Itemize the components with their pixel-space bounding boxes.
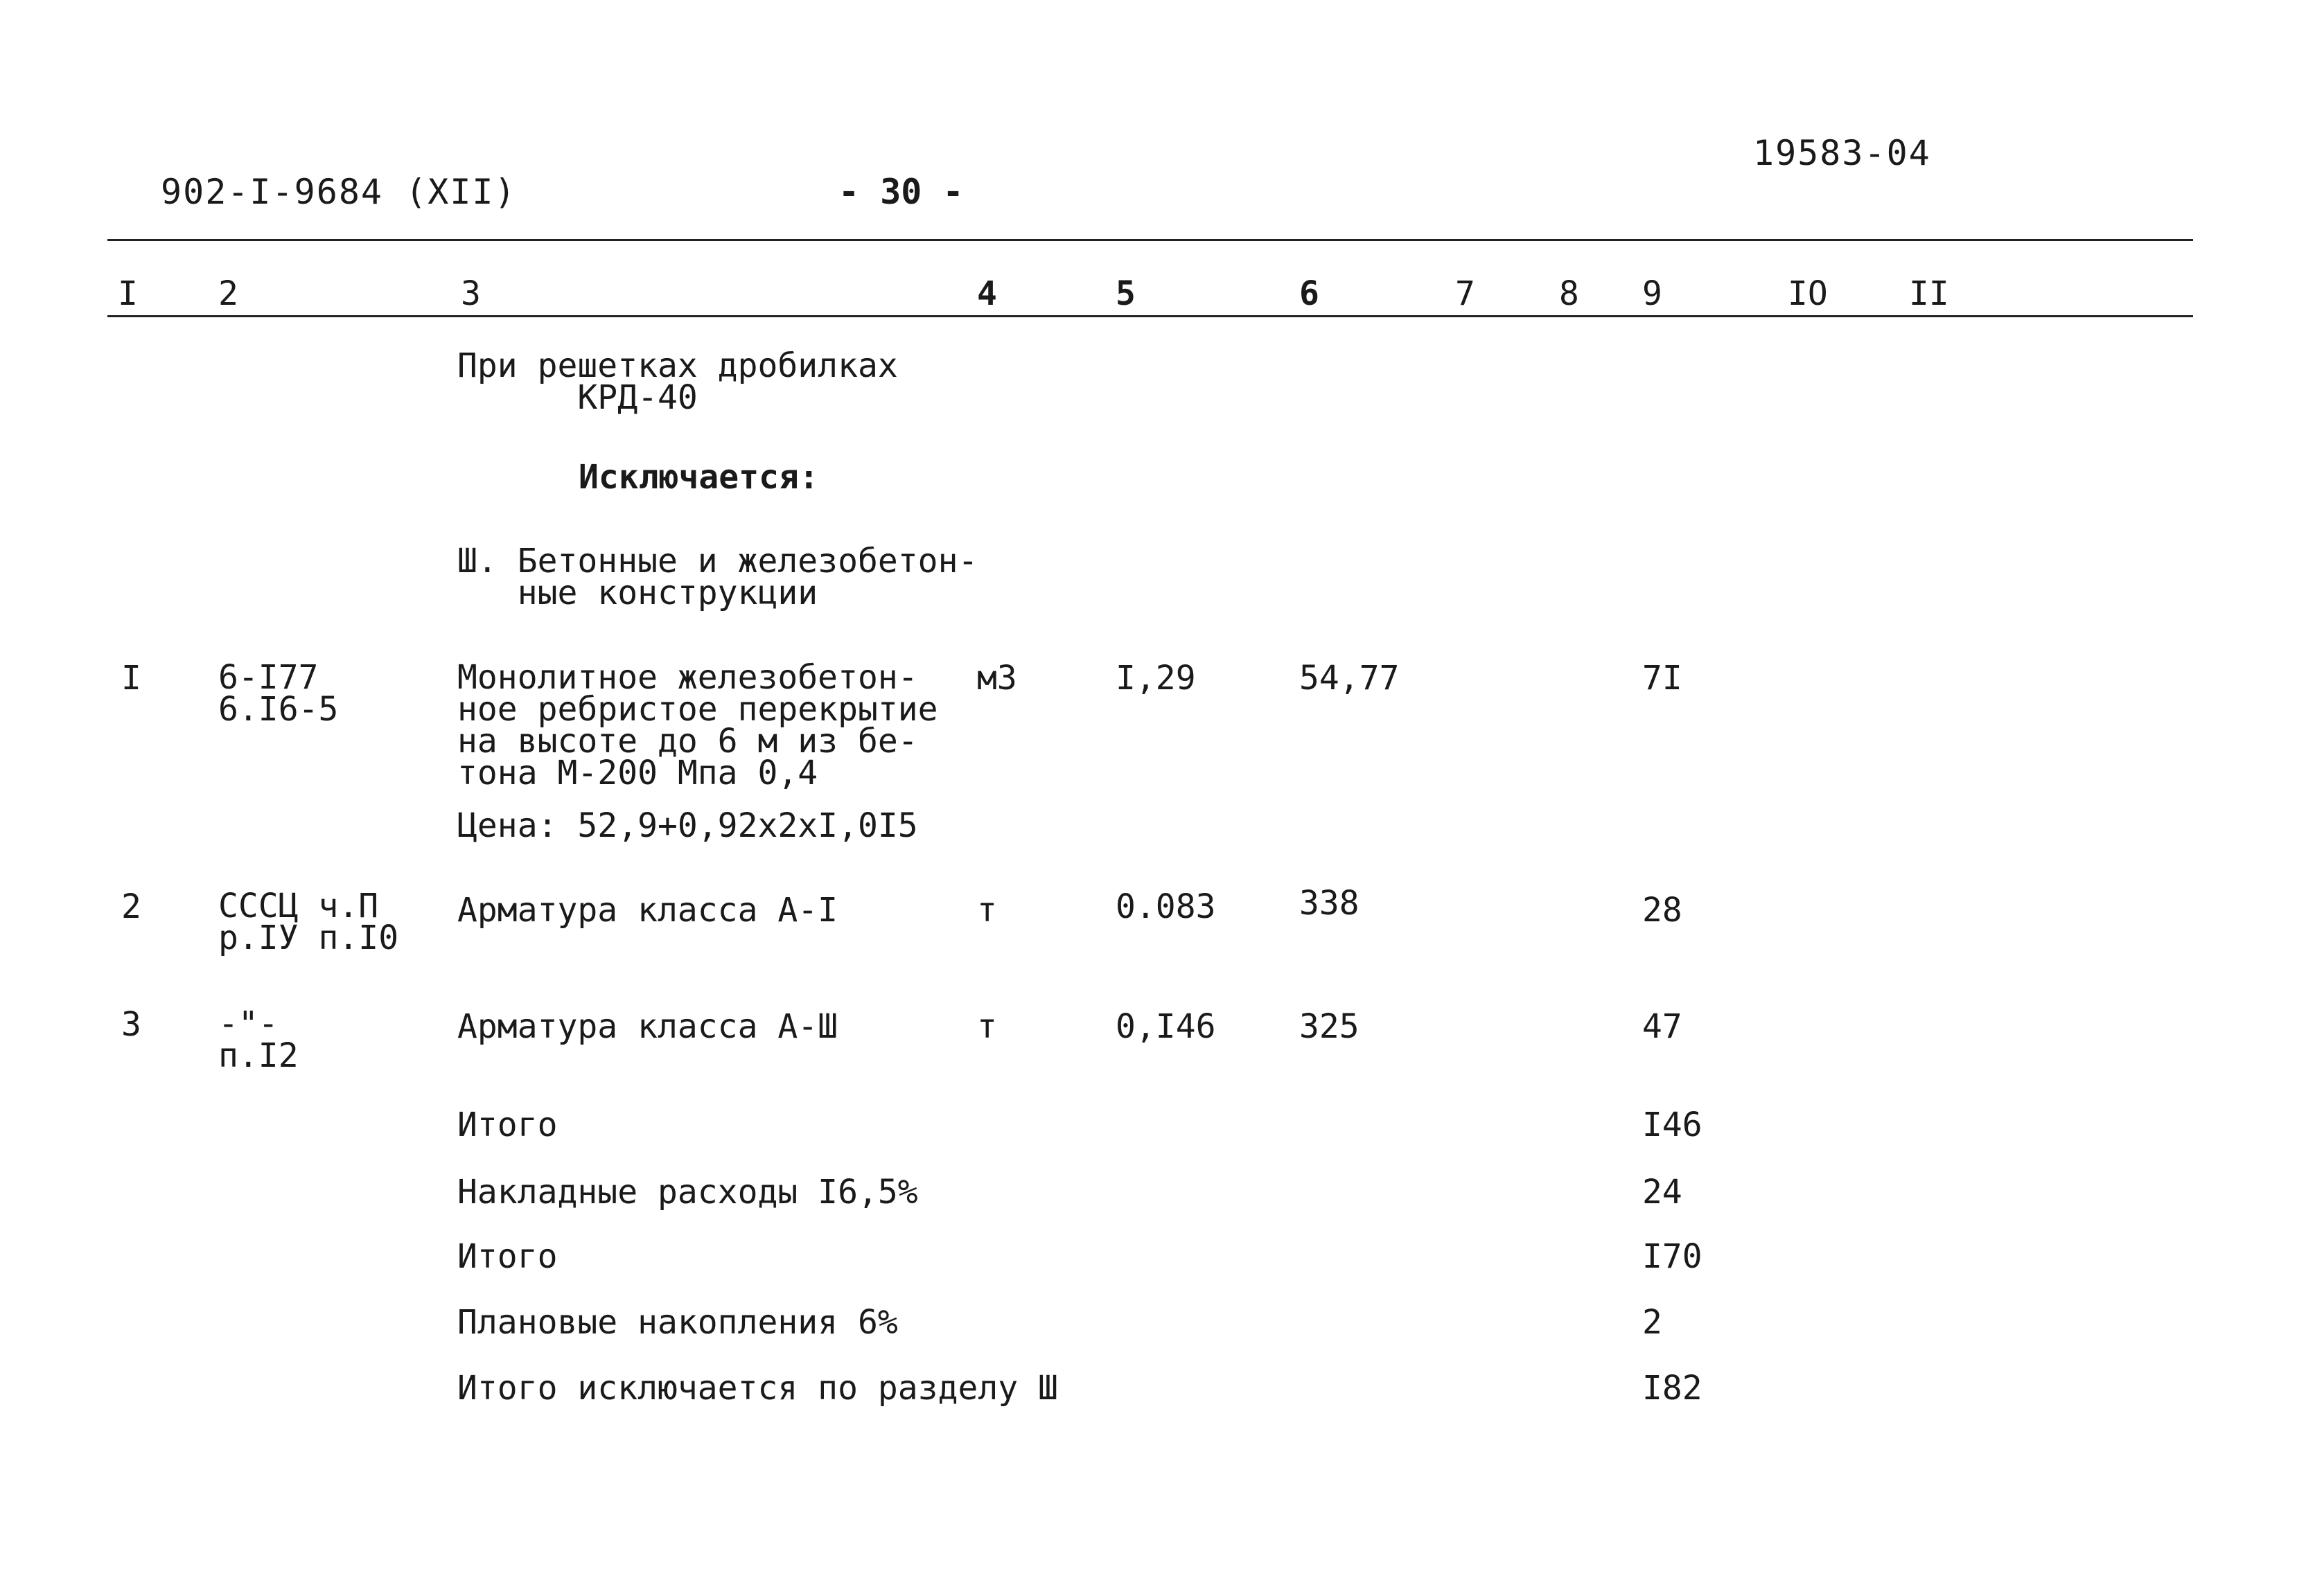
column-header-7: 7 <box>1455 274 1475 313</box>
column-header-8: 8 <box>1559 274 1579 313</box>
subtotal-label: Итого <box>457 1106 558 1144</box>
excluded-label: Исключается: <box>579 458 819 497</box>
planned-savings-label: Плановые накопления 6% <box>457 1303 898 1342</box>
column-header-1: I <box>118 274 138 313</box>
column-header-3: 3 <box>461 274 481 313</box>
grand-total-label: Итого исключается по разделу Ш <box>457 1369 1058 1408</box>
intro-title: При решетках дробилках КРД-40 <box>457 346 898 417</box>
row-2-number: 2 <box>121 887 141 926</box>
planned-savings-value: 2 <box>1642 1303 1662 1342</box>
total-with-overhead-label: Итого <box>457 1237 558 1276</box>
row-1-unit: м3 <box>977 659 1017 698</box>
row-1-total: 7I <box>1642 659 1682 698</box>
row-2-name: Арматура класса А-I <box>457 891 838 930</box>
row-1-name: Монолитное железобетон- ное ребристое перекрытие на высоте до 6 м из бе- тона М-200 Мпа 0,4 <box>457 658 938 792</box>
row-1-price-note: Цена: 52,9+0,92х2хI,0I5 <box>457 806 918 845</box>
row-1-quantity: I,29 <box>1116 659 1196 698</box>
row-3-unit-price: 325 <box>1299 1007 1359 1046</box>
row-2-unit: т <box>977 891 997 930</box>
archive-number: 19583-04 <box>1753 133 1931 173</box>
row-3-name: Арматура класса А-Ш <box>457 1007 838 1046</box>
row-3-unit: т <box>977 1007 997 1046</box>
column-header-6: 6 <box>1299 274 1319 313</box>
column-header-10: IO <box>1788 274 1828 313</box>
row-1-unit-price: 54,77 <box>1299 659 1400 698</box>
column-header-5: 5 <box>1116 274 1136 313</box>
row-3-total: 47 <box>1642 1007 1682 1046</box>
header-rule <box>107 239 2193 241</box>
column-header-9: 9 <box>1642 274 1662 313</box>
column-header-4: 4 <box>977 274 997 313</box>
row-3-code: -"- п.I2 <box>218 1004 299 1075</box>
total-with-overhead-value: I70 <box>1642 1237 1702 1276</box>
row-3-number: 3 <box>121 1005 141 1044</box>
row-2-code: СССЦ ч.П р.IУ п.I0 <box>218 887 399 957</box>
column-header-2: 2 <box>218 274 238 313</box>
grand-total-value: I82 <box>1642 1369 1702 1408</box>
row-1-code: 6-I77 6.I6-5 <box>218 658 339 729</box>
document-code: 902-I-9684 (XII) <box>161 172 517 212</box>
row-3-quantity: 0,I46 <box>1116 1007 1216 1046</box>
overhead-label: Накладные расходы I6,5% <box>457 1173 918 1212</box>
row-1-number: I <box>121 659 141 698</box>
column-header-11: II <box>1909 274 1949 313</box>
row-2-total: 28 <box>1642 891 1682 930</box>
section-heading: Ш. Бетонные и железобетон- ные конструкции <box>457 542 978 612</box>
page-number: - 30 - <box>838 172 964 212</box>
overhead-value: 24 <box>1642 1173 1682 1212</box>
row-2-quantity: 0.083 <box>1116 887 1216 926</box>
subtotal-value: I46 <box>1642 1106 1702 1144</box>
row-2-unit-price: 338 <box>1299 884 1359 923</box>
columns-rule <box>107 315 2193 317</box>
